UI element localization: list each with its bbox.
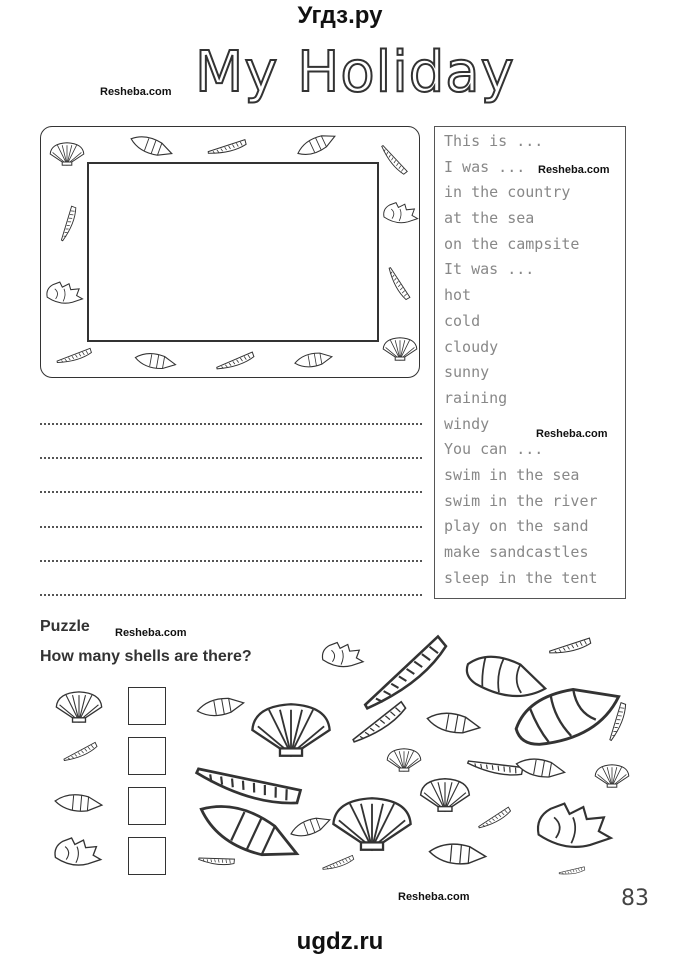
word-box	[434, 126, 626, 599]
scallop-shell-icon	[52, 680, 106, 734]
cone-shell-icon	[411, 832, 504, 876]
word-item: sunny	[444, 363, 490, 382]
spiral-shell-icon	[529, 629, 611, 662]
writing-line[interactable]	[40, 526, 422, 528]
spiral-shell-icon	[313, 848, 364, 876]
word-item: I was ...	[444, 157, 526, 176]
spiral-shell-icon	[552, 862, 592, 878]
word-item: on the campsite	[444, 234, 580, 253]
word-item: make sandcastles	[444, 543, 589, 561]
watermark: Resheba.com	[536, 428, 608, 440]
murex-shell-icon	[380, 196, 420, 230]
cone-shell-icon	[47, 785, 109, 820]
answer-box-scallop[interactable]	[128, 687, 166, 725]
word-item: hot	[444, 286, 472, 305]
writing-line[interactable]	[40, 560, 422, 562]
watermark: Resheba.com	[115, 627, 187, 639]
word-item: windy	[444, 414, 490, 433]
word-item: swim in the river	[444, 491, 598, 510]
writing-line[interactable]	[40, 491, 422, 493]
cone-shell-icon	[421, 701, 484, 745]
word-item: It was ...	[444, 260, 535, 279]
page-title: My Holiday	[195, 40, 515, 105]
answer-box-spiral[interactable]	[128, 737, 166, 775]
word-item: at the sea	[444, 209, 535, 228]
word-item: in the country	[444, 183, 571, 202]
murex-shell-icon	[43, 275, 85, 311]
answer-box-cone[interactable]	[128, 787, 166, 825]
word-item: play on the sand	[444, 517, 589, 536]
word-list	[444, 132, 598, 594]
cone-shell-icon	[193, 688, 247, 726]
puzzle-question: How many shells are there?	[40, 648, 252, 665]
word-item: swim in the sea	[444, 465, 580, 484]
scallop-shell-icon	[47, 134, 87, 174]
writing-line[interactable]	[40, 423, 422, 425]
watermark: Resheba.com	[398, 891, 470, 903]
site-header: Угдз.ру	[297, 2, 383, 29]
word-item: sleep in the tent	[444, 568, 598, 587]
word-item: This is ...	[444, 132, 544, 150]
answer-box-murex[interactable]	[128, 837, 166, 875]
murex-shell-icon	[50, 830, 104, 874]
page-number: 83	[621, 886, 649, 911]
word-item: cloudy	[444, 337, 499, 356]
site-footer: ugdz.ru	[296, 928, 384, 955]
puzzle-heading: Puzzle	[40, 618, 90, 635]
writing-line[interactable]	[40, 457, 422, 459]
writing-line[interactable]	[40, 594, 422, 596]
scallop-shell-icon	[380, 330, 420, 368]
watermark: Resheba.com	[100, 86, 172, 98]
word-item: cold	[444, 311, 481, 330]
photo-area	[87, 162, 379, 342]
watermark: Resheba.com	[538, 164, 610, 176]
murex-shell-icon	[530, 786, 616, 866]
word-item: You can ...	[444, 440, 544, 459]
word-item: raining	[444, 388, 508, 407]
spiral-shell-icon	[48, 733, 112, 770]
